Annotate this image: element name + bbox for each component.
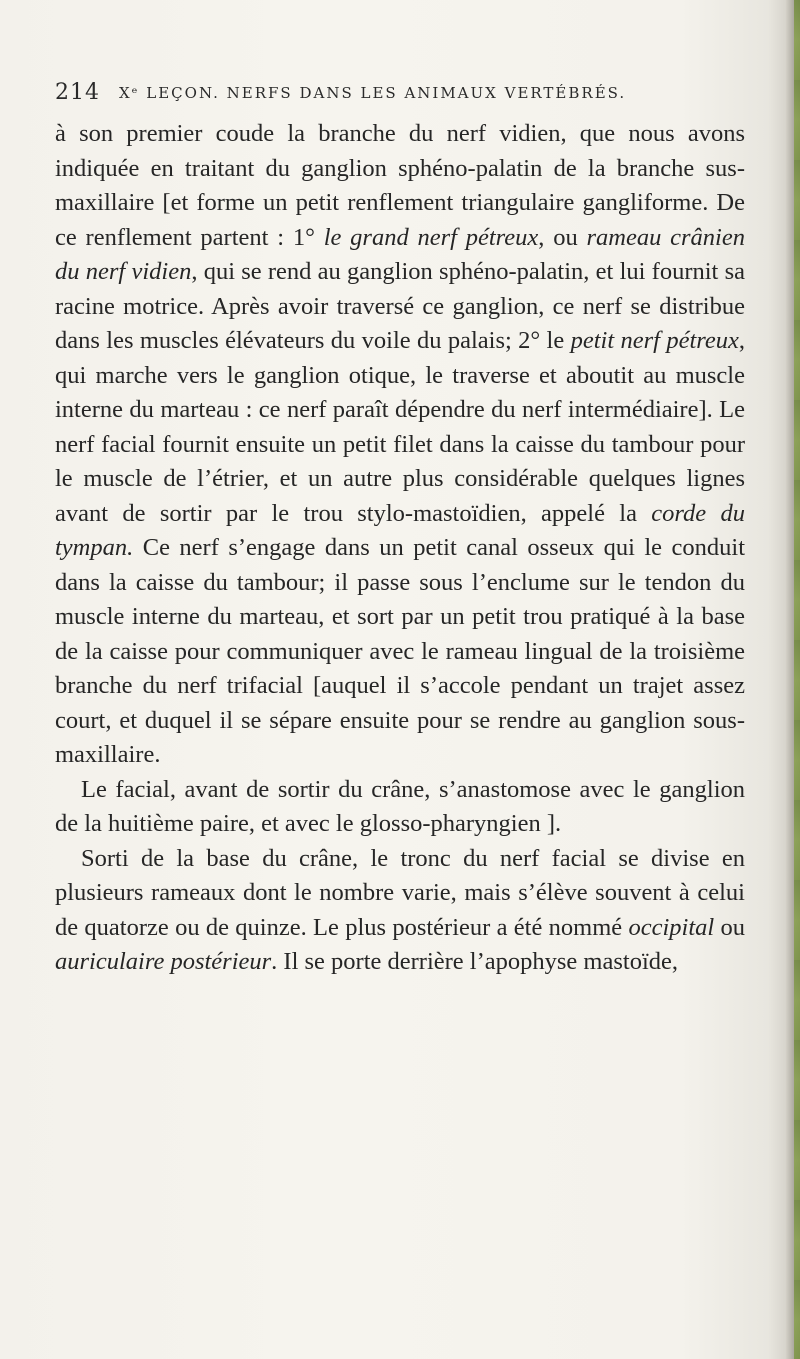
body-text [55, 117, 745, 980]
text-run: à son premier coude la branche du nerf vidien, que nous avons indiquée en traitant du ganglion sphéno-palatin de la branche sus-maxillaire [et forme un petit renflement triangulaire gangliforme. De ce renflement partent : 1° [55, 120, 745, 251]
page-header [55, 80, 750, 112]
text-run: Ce nerf s’engage dans un petit canal osseux qui le conduit dans la caisse du tambour; il passe sous l’enclume sur le tendon du muscle interne du marteau, et sort par un petit trou pratiqué à la base de la caisse pour communiquer avec le rameau lingual de la troisième branche du nerf trifacial [auquel il s’accole pendant un trajet assez court, et duquel il se sépare ensuite pour se rendre au ganglion sous-maxillaire. [55, 534, 745, 768]
page-number: 214 [55, 80, 100, 105]
text-run: , qui se rend au ganglion sphéno-palatin, et lui fournit sa racine motrice. Après avoir traversé ce ganglion, ce nerf se distribue dans les muscles élévateurs du voile du palais; 2° le [55, 258, 746, 354]
text-run: Sorti de la base du crâne, le tronc du nerf facial se divise en plusieurs rameaux dont le nombre varie, mais s’élève souvent à celui de quatorze ou de quinze. Le plus postérieur a été nommé [55, 844, 745, 941]
binding-edge [794, 0, 800, 1359]
text-run: . Il se porte derrière l’apophyse mastoïde, [271, 948, 678, 975]
text-run: , ou [538, 223, 587, 251]
paragraph [55, 773, 745, 842]
text-run: ou [714, 913, 745, 941]
italic-term: le grand nerf pétreux [323, 223, 539, 251]
italic-term: rameau crânien du nerf vidien [55, 223, 745, 285]
italic-term: auriculaire postérieur [55, 948, 272, 975]
text-run: Le facial, avant de sortir du crâne, s’anastomose avec le ganglion de la huitième paire, et avec le glosso-pharyngien ]. [55, 775, 745, 837]
paragraph [55, 117, 745, 773]
text-run: , qui marche vers le ganglion otique, le traverse et aboutit au muscle interne du marteau : ce nerf paraît dépendre du nerf intermédiaire]. Le nerf facial fournit ensuite un petit filet dans la caisse du tambour pour le muscle de l’étrier, et un autre plus considérable quelques lignes avant de sortir par le trou stylo-mastoïdien, appelé la [55, 327, 745, 527]
paragraph [55, 842, 745, 980]
italic-term: corde du tympan. [55, 499, 745, 561]
italic-term: petit nerf pétreux [570, 327, 739, 354]
running-title: Xᵉ LEÇON. NERFS DANS LES ANIMAUX VERTÉBRÉS. [119, 84, 627, 102]
italic-term: occipital [628, 913, 715, 941]
